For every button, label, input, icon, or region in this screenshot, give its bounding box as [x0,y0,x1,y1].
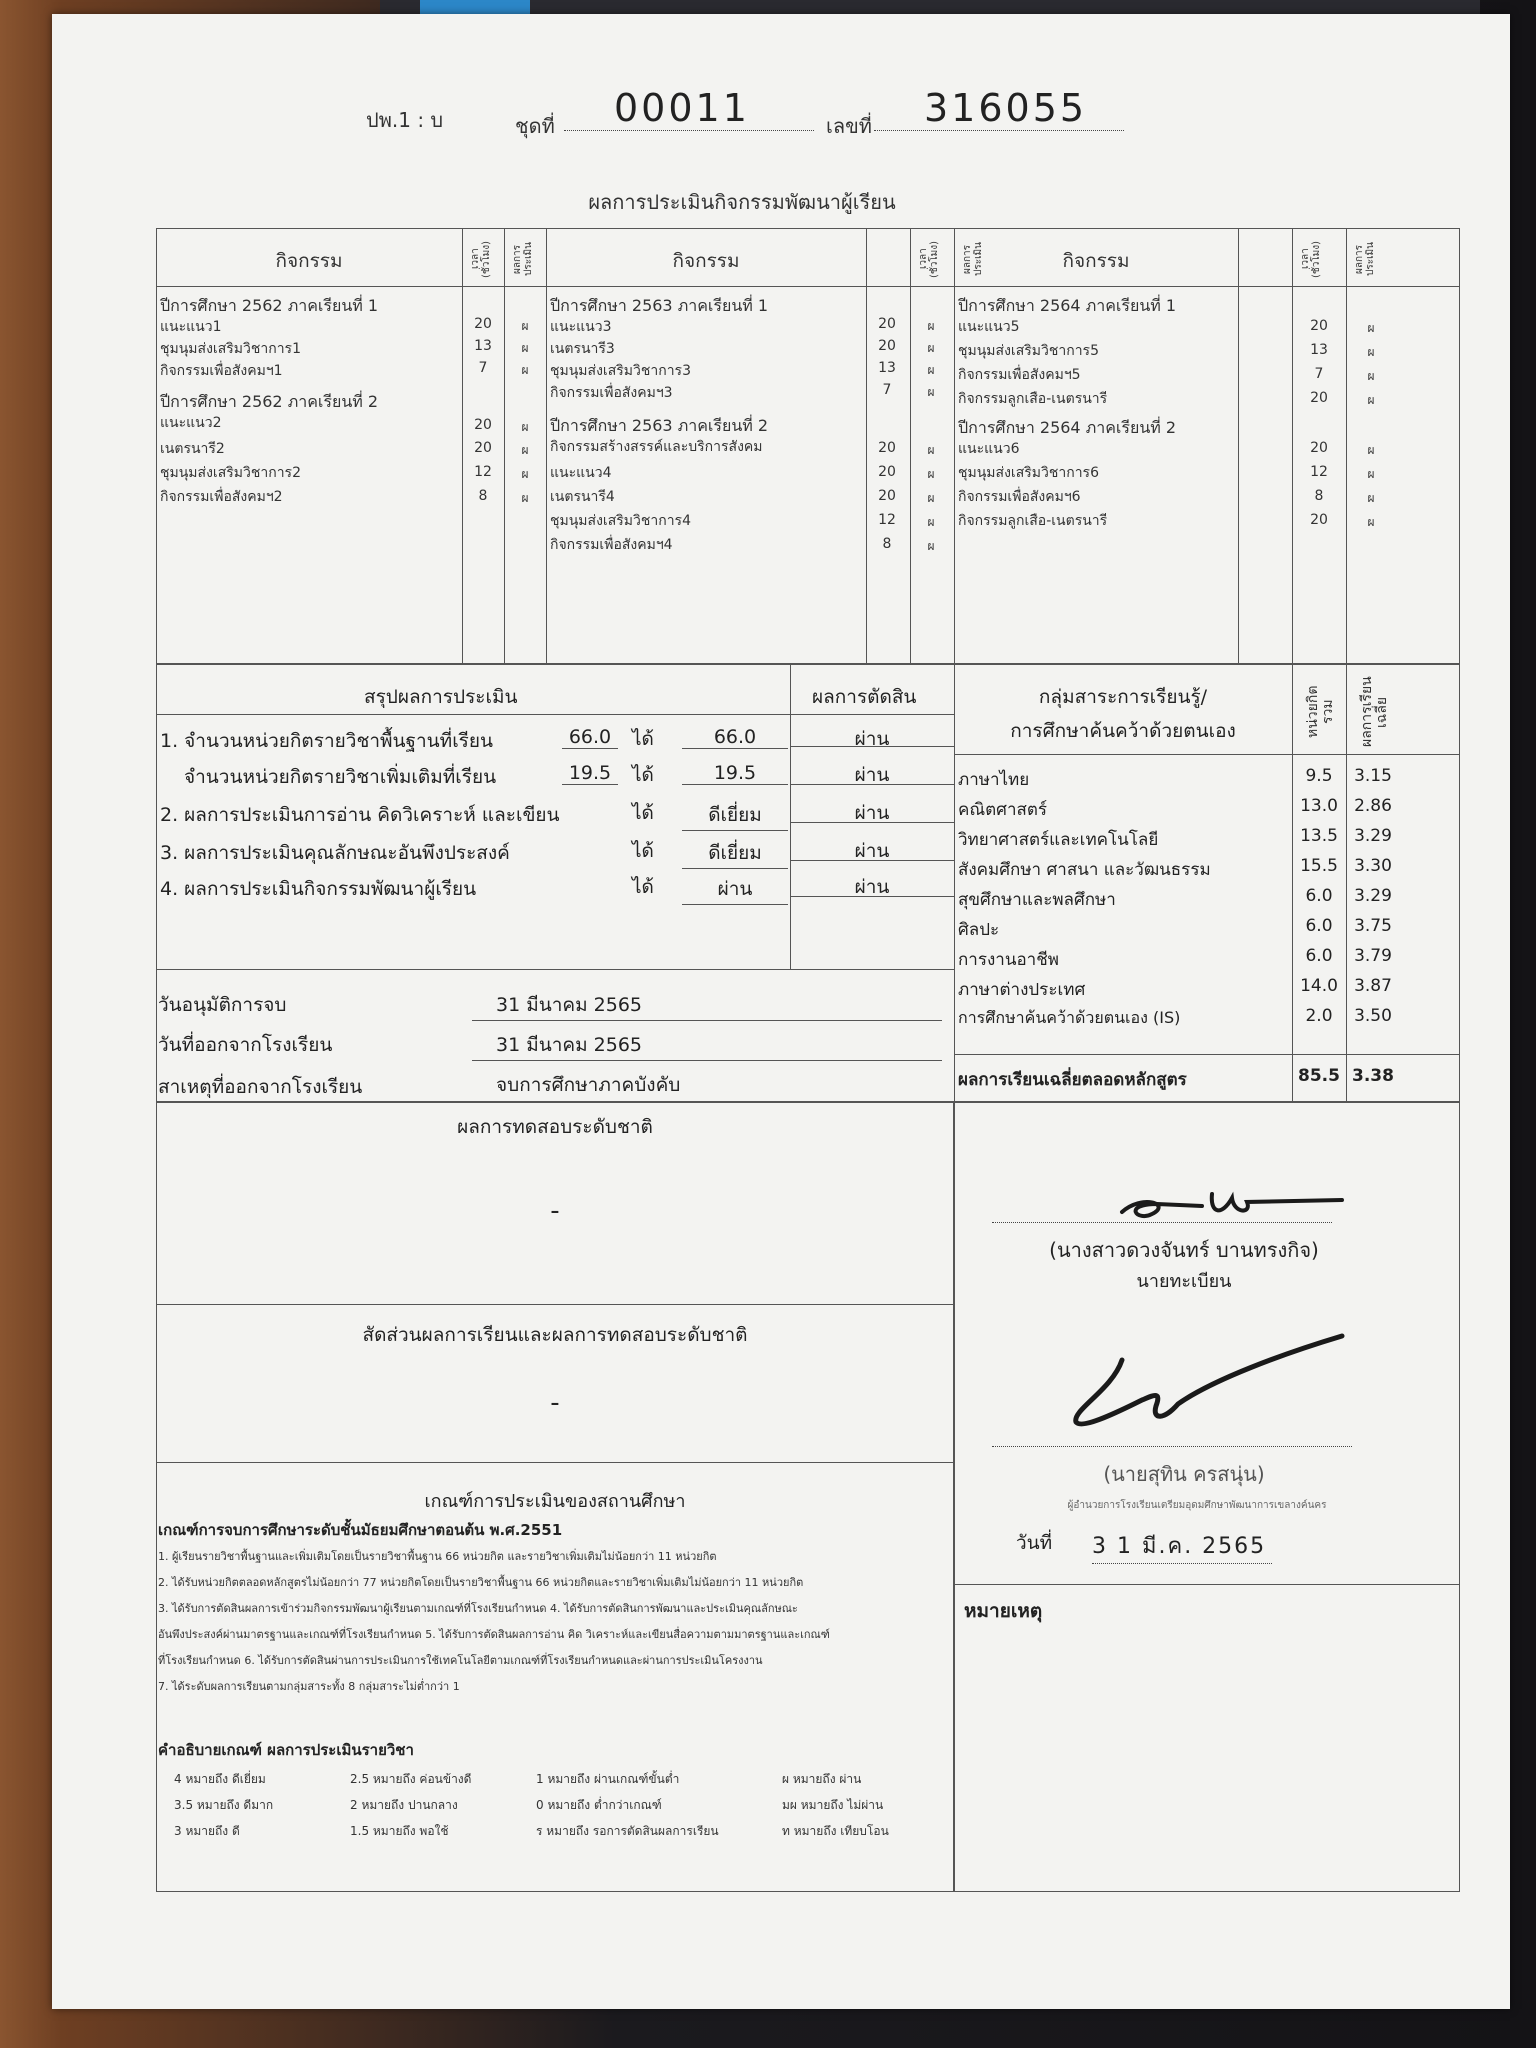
set-label: ชุดที่ [515,114,555,138]
subject-name: ศิลปะ [958,920,1000,940]
director-sign-line [992,1446,1352,1447]
activity-name: ชุมนุมส่งเสริมวิชาการ5 [958,343,1099,359]
director-name: (นายสุทิน ครสนุ่น) [1103,1462,1265,1486]
got-label: ได้ [632,728,654,750]
national-test-value: - [550,1196,560,1226]
criteria-line: ที่โรงเรียนกำหนด 6. ได้รับการตัดสินผ่านการประเมินการใช้เทคโนโลยีตามเกณฑ์ที่โรงเรียนกำหนดและผ่านการประเมินโครงงาน [158,1654,763,1667]
activity-result: ผ [1367,467,1375,481]
subject-name: คณิตศาสตร์ [958,800,1048,820]
ratio-title: สัดส่วนผลการเรียนและผลการทดสอบระดับชาติ [362,1324,748,1346]
criteria-title: เกณฑ์การประเมินของสถานศึกษา [424,1491,686,1512]
col-time-3: เวลา (ชั่วโมง) [1300,240,1322,278]
national-test-title: ผลการทดสอบระดับชาติ [457,1116,653,1138]
summary-got: 19.5 [682,762,788,785]
subject-credits: 13.0 [1300,796,1338,816]
activity-name: แนะแนว3 [550,319,612,335]
summary-got: ผ่าน [682,874,788,905]
ratio-value: - [550,1388,560,1418]
remark-label: หมายเหตุ [964,1600,1043,1622]
activity-result: ผ [927,515,935,529]
activity-hours: 20 [878,464,896,480]
activity-result: ผ [1367,345,1375,359]
summary-decision: ผ่าน [854,876,890,898]
activity-name: เนตรนารี3 [550,341,615,357]
activity-hours: 20 [1310,318,1328,334]
activity-name: กิจกรรมเพื่อสังคมฯ6 [958,489,1081,505]
registrar-sign-line [992,1222,1332,1223]
subject-gpa: 3.75 [1354,916,1392,936]
activity-result: ผ [927,443,935,457]
legend-item: มผ หมายถึง ไม่ผ่าน [782,1798,884,1812]
approve-value: 31 มีนาคม 2565 [472,990,942,1021]
activity-name: กิจกรรมลูกเสือ-เนตรนารี [958,391,1108,407]
activity-result: ผ [927,319,935,333]
criteria-line: อันพึงประสงค์ผ่านมาตรฐานและเกณฑ์ที่โรงเรียนกำหนด 5. ได้รับการตัดสินผลการอ่าน คิด วิเคราะห์และเขียนสื่อความตามมาตรฐานและเกณฑ์ [158,1628,830,1641]
activity-result: ผ [521,420,529,434]
transcript-paper [52,14,1510,2009]
activity-hours: 8 [882,536,892,552]
activity-hours: 20 [878,440,896,456]
summary-got: 66.0 [682,726,788,749]
activity-name: ชุมนุมส่งเสริมวิชาการ6 [958,465,1099,481]
activity-name: แนะแนว4 [550,465,612,481]
summary-required: 66.0 [562,726,618,749]
activity-result: ผ [1367,321,1375,335]
approve-label: วันอนุมัติการจบ [158,994,287,1016]
col-activity-3: กิจกรรม [1062,250,1130,272]
decision-title: ผลการตัดสิน [812,686,917,708]
subjects-title-2: การศึกษาค้นคว้าด้วยตนเอง [1010,720,1236,742]
registrar-name: (นางสาวดวงจันทร์ บานทรงกิจ) [1049,1238,1319,1262]
activity-result: ผ [927,341,935,355]
term-heading: ปีการศึกษา 2562 ภาคเรียนที่ 2 [160,392,379,411]
legend-item: ผ หมายถึง ผ่าน [782,1772,862,1786]
activity-hours: 20 [1310,440,1328,456]
activity-hours: 12 [1310,464,1328,480]
set-number: 00011 [564,86,814,131]
director-signature [1052,1330,1372,1440]
activity-result: ผ [927,467,935,481]
activity-hours: 20 [878,338,896,354]
subject-gpa: 3.87 [1354,976,1392,996]
activity-hours: 7 [1314,366,1324,382]
term-heading: ปีการศึกษา 2562 ภาคเรียนที่ 1 [160,296,379,315]
subject-credits: 2.0 [1305,1006,1333,1026]
subjects-title-1: กลุ่มสาระการเรียนรู้/ [1038,686,1208,708]
activity-hours: 7 [882,382,892,398]
activity-hours: 7 [478,360,488,376]
activity-hours: 12 [474,464,492,480]
activity-hours: 13 [1310,342,1328,358]
subject-gpa: 3.50 [1354,1006,1392,1026]
summary-required: 19.5 [562,762,618,785]
activities-title: ผลการประเมินกิจกรรมพัฒนาผู้เรียน [588,190,896,214]
summary-got: ดีเยี่ยม [682,800,788,831]
legend-item: 1 หมายถึง ผ่านเกณฑ์ขั้นต่ำ [536,1772,680,1786]
subject-name: ภาษาต่างประเทศ [958,980,1086,1000]
total-label: ผลการเรียนเฉลี่ยตลอดหลักสูตร [958,1070,1187,1090]
summary-decision: ผ่าน [854,802,890,824]
summary-title: สรุปผลการประเมิน [364,686,518,708]
activity-result: ผ [521,443,529,457]
subject-credits: 14.0 [1300,976,1338,996]
summary-label: 4. ผลการประเมินกิจกรรมพัฒนาผู้เรียน [160,878,477,900]
subject-credits: 6.0 [1305,916,1333,936]
subject-gpa: 2.86 [1354,796,1392,816]
activity-result: ผ [1367,393,1375,407]
term-heading: ปีการศึกษา 2563 ภาคเรียนที่ 2 [550,416,769,435]
activity-name: แนะแนว5 [958,319,1020,335]
activity-result: ผ [1367,515,1375,529]
activity-name: แนะแนว2 [160,415,222,431]
term-heading: ปีการศึกษา 2563 ภาคเรียนที่ 1 [550,296,769,315]
legend-title: คำอธิบายเกณฑ์ ผลการประเมินรายวิชา [158,1741,414,1759]
col-result-2: ผลการประเมิน [962,242,984,276]
subject-name: การงานอาชีพ [958,950,1059,970]
legend-item: 3.5 หมายถึง ดีมาก [174,1798,274,1812]
subject-credits: 6.0 [1305,886,1333,906]
got-label: ได้ [632,840,654,862]
col-activity-1: กิจกรรม [275,250,343,272]
doc-number: 316055 [874,86,1124,131]
subject-credits: 6.0 [1305,946,1333,966]
subject-credits: 9.5 [1305,766,1333,786]
activity-result: ผ [521,319,529,333]
summary-decision: ผ่าน [854,764,890,786]
subject-name: การศึกษาค้นคว้าด้วยตนเอง (IS) [958,1008,1181,1027]
col-time-1: เวลา (ชั่วโมง) [470,240,492,278]
activity-result: ผ [927,385,935,399]
legend-item: 3 หมายถึง ดี [174,1824,240,1838]
summary-label: จำนวนหน่วยกิตรายวิชาเพิ่มเติมที่เรียน [184,766,497,788]
activity-result: ผ [927,363,935,377]
activity-result: ผ [521,467,529,481]
legend-item: 2.5 หมายถึง ค่อนข้างดี [350,1772,472,1786]
total-gpa: 3.38 [1352,1066,1394,1086]
activity-result: ผ [1367,369,1375,383]
col-result-3: ผลการประเมิน [1354,242,1376,276]
activity-result: ผ [521,341,529,355]
criteria-line: 1. ผู้เรียนรายวิชาพื้นฐานและเพิ่มเติมโดยเป็นรายวิชาพื้นฐาน 66 หน่วยกิต และรายวิชาเพิ่มเติมไม่น้อยกว่า 11 หน่วยกิต [158,1550,717,1563]
total-credits: 85.5 [1298,1066,1340,1086]
date-value: 3 1 มี.ค. 2565 [1092,1528,1272,1564]
activity-result: ผ [521,491,529,505]
subject-gpa: 3.30 [1354,856,1392,876]
summary-label: 1. จำนวนหน่วยกิตรายวิชาพื้นฐานที่เรียน [160,730,494,752]
summary-label: 2. ผลการประเมินการอ่าน คิดวิเคราะห์ และเขียน [160,804,560,826]
activity-result: ผ [1367,491,1375,505]
activity-hours: 20 [1310,512,1328,528]
legend-item: 1.5 หมายถึง พอใช้ [350,1824,449,1838]
subject-name: สุขศึกษาและพลศึกษา [958,890,1116,910]
summary-decision: ผ่าน [854,728,890,750]
reason-label: สาเหตุที่ออกจากโรงเรียน [158,1076,363,1098]
form-code: ปพ.1 : บ [366,108,444,132]
activity-hours: 13 [878,360,896,376]
col-time-2: เวลา (ชั่วโมง) [918,240,940,278]
activity-name: แนะแนว6 [958,441,1020,457]
activity-hours: 20 [878,488,896,504]
got-label: ได้ [632,876,654,898]
activity-result: ผ [521,363,529,377]
activity-name: กิจกรรมสร้างสรรค์และบริการสังคม [550,439,763,455]
leave-value: 31 มีนาคม 2565 [472,1030,942,1061]
activity-hours: 20 [474,417,492,433]
subject-gpa: 3.29 [1354,826,1392,846]
activity-name: แนะแนว1 [160,319,222,335]
summary-label: 3. ผลการประเมินคุณลักษณะอันพึงประสงค์ [160,842,510,864]
subject-gpa: 3.79 [1354,946,1392,966]
col-credits: หน่วยกิต รวม [1305,685,1336,739]
subject-credits: 13.5 [1300,826,1338,846]
activity-hours: 8 [1314,488,1324,504]
criteria-line: 2. ได้รับหน่วยกิตตลอดหลักสูตรไม่น้อยกว่า 77 หน่วยกิตโดยเป็นรายวิชาพื้นฐาน 66 หน่วยกิตและรายวิชาเพิ่มเติมไม่น้อยกว่า 11 หน่วยกิต [158,1576,804,1589]
legend-item: ท หมายถึง เทียบโอน [782,1824,889,1838]
criteria-subtitle: เกณฑ์การจบการศึกษาระดับชั้นมัธยมศึกษาตอนต้น พ.ศ.2551 [158,1521,563,1539]
activity-name: กิจกรรมลูกเสือ-เนตรนารี [958,513,1108,529]
activity-name: ชุมนุมส่งเสริมวิชาการ1 [160,341,301,357]
criteria-line: 3. ได้รับการตัดสินผลการเข้าร่วมกิจกรรมพัฒนาผู้เรียนตามเกณฑ์ที่โรงเรียนกำหนด 4. ได้รับการตัดสินการพัฒนาและประเมินคุณลักษณะ [158,1602,798,1615]
registrar-role: นายทะเบียน [1136,1271,1232,1292]
director-role: ผู้อำนวยการโรงเรียนเตรียมอุดมศึกษาพัฒนาการเขลางค์นคร [1067,1500,1327,1511]
activity-hours: 20 [474,316,492,332]
activity-name: ชุมนุมส่งเสริมวิชาการ3 [550,363,691,379]
activity-hours: 20 [878,316,896,332]
activity-name: เนตรนารี2 [160,441,225,457]
activity-name: กิจกรรมเพื่อสังคมฯ5 [958,367,1081,383]
activity-name: กิจกรรมเพื่อสังคมฯ1 [160,363,283,379]
subject-name: วิทยาศาสตร์และเทคโนโลยี [958,830,1159,850]
activity-hours: 13 [474,338,492,354]
term-heading: ปีการศึกษา 2564 ภาคเรียนที่ 1 [958,296,1177,315]
col-activity-2: กิจกรรม [672,250,740,272]
got-label: ได้ [632,764,654,786]
date-label: วันที่ [1016,1532,1053,1554]
summary-decision: ผ่าน [854,840,890,862]
activity-hours: 20 [1310,390,1328,406]
activity-name: ชุมนุมส่งเสริมวิชาการ2 [160,465,301,481]
leave-label: วันที่ออกจากโรงเรียน [158,1034,333,1056]
legend-item: 0 หมายถึง ต่ำกว่าเกณฑ์ [536,1798,662,1812]
activity-hours: 20 [474,440,492,456]
subject-gpa: 3.29 [1354,886,1392,906]
subject-name: สังคมศึกษา ศาสนา และวัฒนธรรม [958,860,1211,880]
activity-name: กิจกรรมเพื่อสังคมฯ2 [160,489,283,505]
activity-result: ผ [927,539,935,553]
activity-name: ชุมนุมส่งเสริมวิชาการ4 [550,513,691,529]
summary-got: ดีเยี่ยม [682,838,788,869]
term-heading: ปีการศึกษา 2564 ภาคเรียนที่ 2 [958,418,1177,437]
activity-name: เนตรนารี4 [550,489,615,505]
criteria-line: 7. ได้ระดับผลการเรียนตามกลุ่มสาระทั้ง 8 กลุ่มสาระไม่ต่ำกว่า 1 [158,1680,460,1693]
legend-item: ร หมายถึง รอการตัดสินผลการเรียน [536,1824,719,1838]
activity-result: ผ [1367,443,1375,457]
subject-credits: 15.5 [1300,856,1338,876]
subject-name: ภาษาไทย [958,770,1030,790]
got-label: ได้ [632,802,654,824]
activity-name: กิจกรรมเพื่อสังคมฯ4 [550,537,673,553]
subject-gpa: 3.15 [1354,766,1392,786]
activity-hours: 12 [878,512,896,528]
no-label: เลขที่ [826,114,872,138]
reason-value: จบการศึกษาภาคบังคับ [496,1074,681,1096]
legend-item: 4 หมายถึง ดีเยี่ยม [174,1772,266,1786]
activity-result: ผ [927,491,935,505]
legend-item: 2 หมายถึง ปานกลาง [350,1798,458,1812]
activity-name: กิจกรรมเพื่อสังคมฯ3 [550,385,673,401]
activity-hours: 8 [478,488,488,504]
col-gpa: ผลการเรียน เฉลี่ย [1359,676,1390,748]
col-result-1: ผลการประเมิน [512,242,534,276]
